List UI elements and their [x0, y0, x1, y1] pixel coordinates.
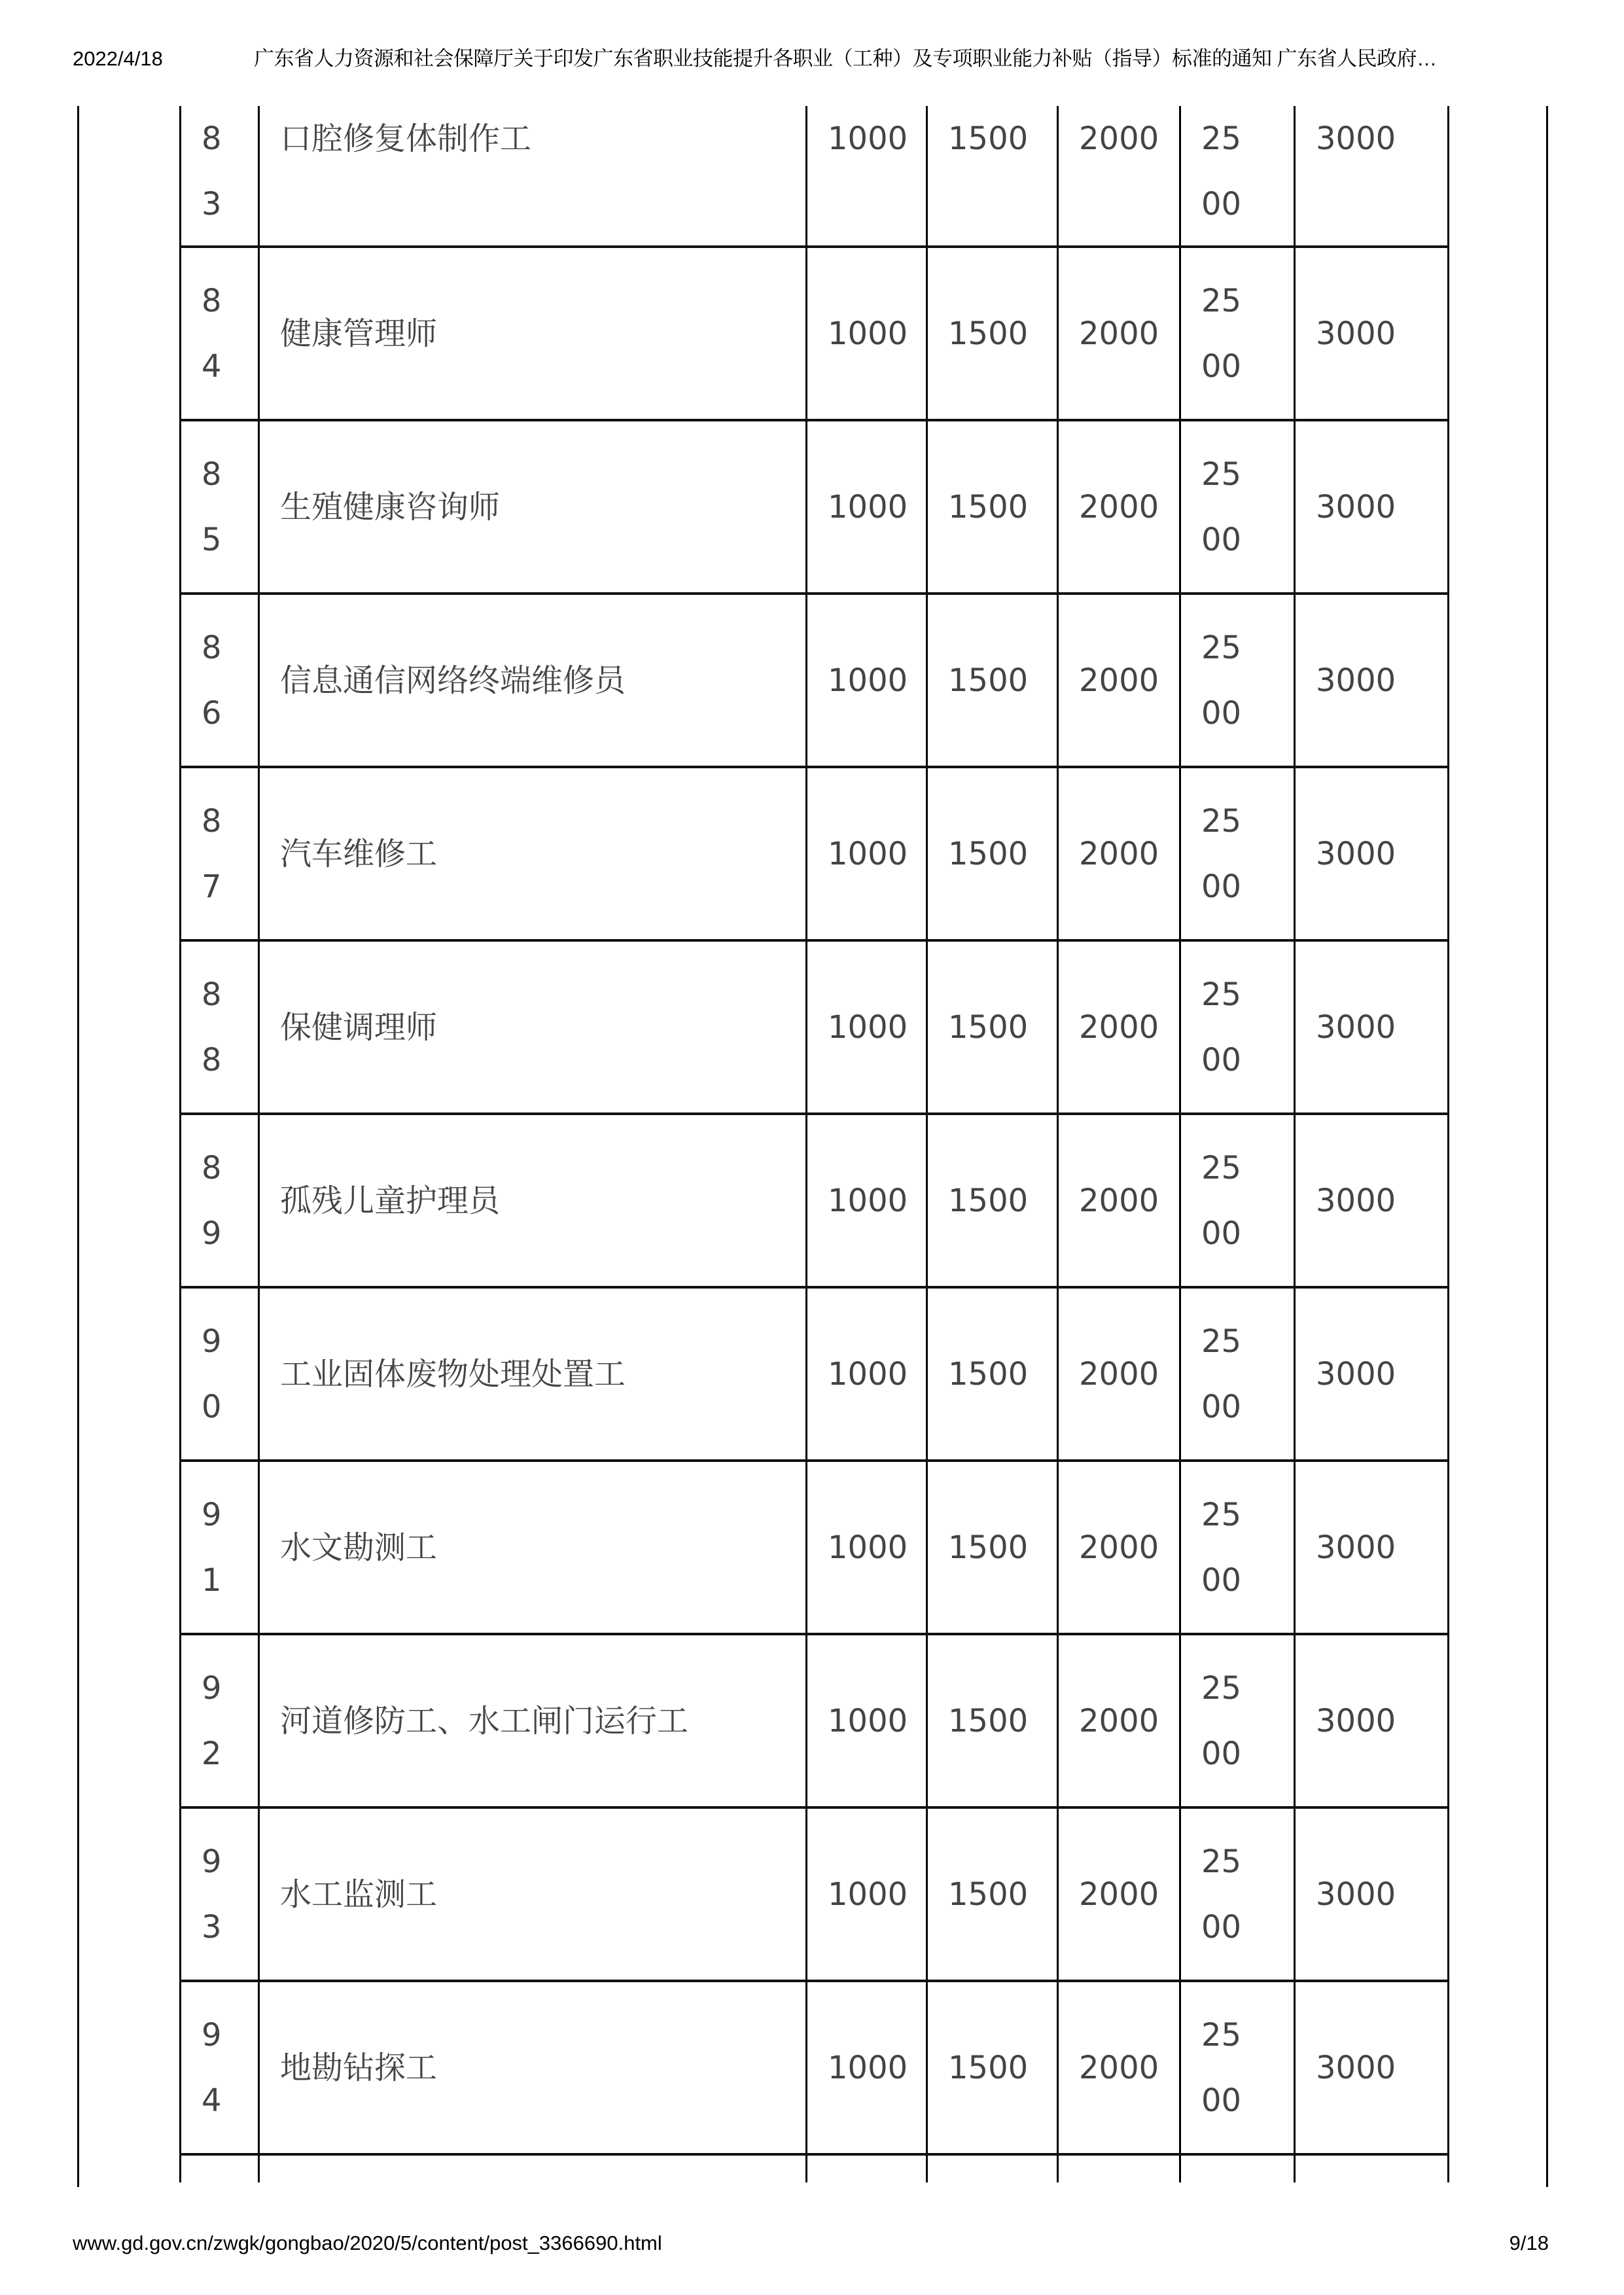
- subsidy-level-1: 3000: [1316, 315, 1396, 352]
- row-number: 91: [202, 1496, 222, 1599]
- row-number-cell: [179, 595, 258, 766]
- subsidy-cell: [805, 1289, 926, 1459]
- subsidy-level-4: 1500: [948, 1355, 1029, 1393]
- subsidy-cell: [926, 768, 1057, 939]
- occupation-name: 健康管理师: [280, 315, 438, 352]
- subsidy-level-1: 3000: [1316, 1182, 1396, 1219]
- subsidy-cell: [1057, 1982, 1179, 2153]
- subsidy-level-3: 2000: [1079, 835, 1159, 872]
- subsidy-cell: [1179, 248, 1294, 419]
- empty-cell: [1179, 2156, 1294, 2182]
- subsidy-level-2: 2500: [1201, 1843, 1242, 1946]
- subsidy-level-1: 3000: [1316, 1529, 1396, 1566]
- subsidy-cell: [805, 248, 926, 419]
- subsidy-level-4: 1500: [948, 315, 1029, 352]
- row-number: 83: [202, 120, 222, 222]
- subsidy-level-3: 2000: [1079, 662, 1159, 699]
- subsidy-cell: [805, 942, 926, 1112]
- occupation-name: 口腔修复体制作工: [280, 120, 532, 157]
- row-number-cell: [179, 942, 258, 1112]
- subsidy-level-3: 2000: [1079, 2049, 1159, 2086]
- subsidy-level-4: 1500: [948, 835, 1029, 872]
- subsidy-level-2: 2500: [1201, 1496, 1242, 1599]
- subsidy-cell: [926, 942, 1057, 1112]
- page-right-border: [1546, 106, 1548, 2187]
- row-number: 90: [202, 1323, 222, 1425]
- row-number-cell: [179, 248, 258, 419]
- subsidy-level-5: 1000: [828, 662, 908, 699]
- subsidy-cell: [805, 768, 926, 939]
- page-left-border: [77, 106, 79, 2187]
- subsidy-level-2: 2500: [1201, 802, 1242, 905]
- subsidy-level-2: 2500: [1201, 282, 1242, 385]
- row-number: 94: [202, 2016, 222, 2119]
- occupation-cell: [258, 1982, 805, 2153]
- subsidy-cell: [1294, 1809, 1449, 1980]
- subsidy-level-4: 1500: [948, 1876, 1029, 1913]
- subsidy-level-1: 3000: [1316, 1355, 1396, 1393]
- subsidy-level-2: 2500: [1201, 1149, 1242, 1252]
- subsidy-standards-table: [179, 106, 1449, 2182]
- row-number: 86: [202, 629, 222, 732]
- subsidy-cell: [1179, 1809, 1294, 1980]
- occupation-name: 孤残儿童护理员: [280, 1182, 501, 1219]
- subsidy-level-2: 2500: [1201, 2016, 1242, 2119]
- subsidy-level-4: 1500: [948, 1529, 1029, 1566]
- table-row: [179, 421, 1449, 595]
- subsidy-level-2: 2500: [1201, 976, 1242, 1078]
- occupation-name: 河道修防工、水工闸门运行工: [280, 1702, 689, 1739]
- occupation-cell: [258, 1809, 805, 1980]
- subsidy-level-3: 2000: [1079, 1182, 1159, 1219]
- subsidy-cell: [1057, 595, 1179, 766]
- subsidy-level-4: 1500: [948, 1702, 1029, 1739]
- subsidy-cell: [1179, 1115, 1294, 1286]
- subsidy-level-2: 2500: [1201, 120, 1242, 222]
- subsidy-level-4: 1500: [948, 1008, 1029, 1046]
- subsidy-cell: [1179, 421, 1294, 592]
- row-number: 88: [202, 976, 222, 1078]
- subsidy-level-3: 2000: [1079, 315, 1159, 352]
- table-row: [179, 1289, 1449, 1462]
- subsidy-cell: [1294, 106, 1449, 245]
- subsidy-level-1: 3000: [1316, 120, 1396, 157]
- row-number: 93: [202, 1843, 222, 1946]
- row-number-cell: [179, 1115, 258, 1286]
- row-number: 92: [202, 1669, 222, 1772]
- subsidy-cell: [1294, 1982, 1449, 2153]
- subsidy-cell: [1057, 1809, 1179, 1980]
- row-number: 85: [202, 455, 222, 558]
- subsidy-level-5: 1000: [828, 1008, 908, 1046]
- subsidy-cell: [1294, 595, 1449, 766]
- subsidy-level-3: 2000: [1079, 488, 1159, 525]
- occupation-name: 地勘钻探工: [280, 2049, 438, 2086]
- subsidy-cell: [926, 1462, 1057, 1633]
- subsidy-cell: [1179, 1635, 1294, 1806]
- occupation-cell: [258, 421, 805, 592]
- subsidy-cell: [805, 595, 926, 766]
- subsidy-level-5: 1000: [828, 315, 908, 352]
- subsidy-level-5: 1000: [828, 1876, 908, 1913]
- occupation-cell: [258, 768, 805, 939]
- subsidy-cell: [1179, 1462, 1294, 1633]
- subsidy-cell: [1179, 595, 1294, 766]
- subsidy-cell: [926, 1289, 1057, 1459]
- table-row: [179, 106, 1449, 248]
- subsidy-level-1: 3000: [1316, 2049, 1396, 2086]
- table-row-continued: [179, 2156, 1449, 2182]
- empty-cell: [805, 2156, 926, 2182]
- subsidy-level-5: 1000: [828, 1355, 908, 1393]
- page-title: 广东省人力资源和社会保障厅关于印发广东省职业技能提升各职业（工种）及专项职业能力补贴（指导）标准的通知 广东省人民政府…: [254, 47, 1437, 70]
- subsidy-level-4: 1500: [948, 488, 1029, 525]
- subsidy-cell: [1057, 1462, 1179, 1633]
- subsidy-cell: [1294, 1289, 1449, 1459]
- subsidy-cell: [1057, 1289, 1179, 1459]
- row-number-cell: [179, 1462, 258, 1633]
- subsidy-cell: [1294, 942, 1449, 1112]
- occupation-cell: [258, 1462, 805, 1633]
- subsidy-level-2: 2500: [1201, 455, 1242, 558]
- occupation-name: 生殖健康咨询师: [280, 488, 501, 525]
- subsidy-cell: [1294, 768, 1449, 939]
- row-number-cell: [179, 1635, 258, 1806]
- subsidy-cell: [1294, 1462, 1449, 1633]
- row-number: 84: [202, 282, 222, 385]
- table-row: [179, 1635, 1449, 1809]
- table-row: [179, 1115, 1449, 1289]
- subsidy-cell: [926, 1115, 1057, 1286]
- empty-cell: [1294, 2156, 1449, 2182]
- subsidy-cell: [926, 1635, 1057, 1806]
- subsidy-level-3: 2000: [1079, 1702, 1159, 1739]
- row-number-cell: [179, 421, 258, 592]
- subsidy-level-5: 1000: [828, 1529, 908, 1566]
- occupation-cell: [258, 248, 805, 419]
- occupation-cell: [258, 1635, 805, 1806]
- subsidy-level-5: 1000: [828, 1702, 908, 1739]
- subsidy-cell: [1179, 768, 1294, 939]
- occupation-cell: [258, 1115, 805, 1286]
- subsidy-cell: [1179, 1289, 1294, 1459]
- subsidy-cell: [1057, 942, 1179, 1112]
- subsidy-level-5: 1000: [828, 835, 908, 872]
- occupation-name: 水文勘测工: [280, 1529, 438, 1566]
- empty-cell: [926, 2156, 1057, 2182]
- occupation-cell: [258, 595, 805, 766]
- subsidy-level-1: 3000: [1316, 662, 1396, 699]
- subsidy-level-2: 2500: [1201, 629, 1242, 732]
- subsidy-level-5: 1000: [828, 488, 908, 525]
- subsidy-level-1: 3000: [1316, 488, 1396, 525]
- row-number-cell: [179, 106, 258, 245]
- occupation-name: 保健调理师: [280, 1008, 438, 1046]
- row-number-cell: [179, 1982, 258, 2153]
- row-number: 89: [202, 1149, 222, 1252]
- table-row: [179, 595, 1449, 768]
- page-number: 9/18: [1509, 2232, 1549, 2254]
- row-number-cell: [179, 1289, 258, 1459]
- subsidy-level-4: 1500: [948, 2049, 1029, 2086]
- occupation-cell: [258, 942, 805, 1112]
- subsidy-level-4: 1500: [948, 1182, 1029, 1219]
- occupation-cell: [258, 106, 805, 245]
- subsidy-level-2: 2500: [1201, 1323, 1242, 1425]
- subsidy-cell: [1294, 248, 1449, 419]
- row-number: 87: [202, 802, 222, 905]
- subsidy-level-3: 2000: [1079, 120, 1159, 157]
- empty-cell: [179, 2156, 258, 2182]
- subsidy-cell: [1057, 1115, 1179, 1286]
- subsidy-cell: [926, 595, 1057, 766]
- subsidy-cell: [805, 106, 926, 245]
- subsidy-level-3: 2000: [1079, 1355, 1159, 1393]
- subsidy-level-4: 1500: [948, 120, 1029, 157]
- table-row: [179, 1809, 1449, 1982]
- subsidy-cell: [1179, 942, 1294, 1112]
- occupation-name: 信息通信网络终端维修员: [280, 662, 626, 699]
- subsidy-cell: [926, 421, 1057, 592]
- empty-cell: [1057, 2156, 1179, 2182]
- subsidy-level-1: 3000: [1316, 835, 1396, 872]
- occupation-name: 水工监测工: [280, 1876, 438, 1913]
- subsidy-cell: [805, 1115, 926, 1286]
- subsidy-level-5: 1000: [828, 1182, 908, 1219]
- table-row: [179, 1982, 1449, 2156]
- occupation-name: 汽车维修工: [280, 835, 438, 872]
- table-row: [179, 942, 1449, 1115]
- subsidy-cell: [1057, 1635, 1179, 1806]
- subsidy-cell: [805, 1809, 926, 1980]
- subsidy-level-4: 1500: [948, 662, 1029, 699]
- subsidy-cell: [805, 1982, 926, 2153]
- print-date: 2022/4/18: [73, 47, 163, 70]
- subsidy-cell: [1179, 106, 1294, 245]
- row-number-cell: [179, 1809, 258, 1980]
- subsidy-cell: [926, 248, 1057, 419]
- subsidy-level-3: 2000: [1079, 1008, 1159, 1046]
- subsidy-cell: [805, 1635, 926, 1806]
- subsidy-cell: [1294, 1115, 1449, 1286]
- subsidy-level-1: 3000: [1316, 1008, 1396, 1046]
- subsidy-level-3: 2000: [1079, 1529, 1159, 1566]
- subsidy-cell: [926, 1809, 1057, 1980]
- subsidy-cell: [1294, 421, 1449, 592]
- subsidy-level-5: 1000: [828, 2049, 908, 2086]
- subsidy-level-3: 2000: [1079, 1876, 1159, 1913]
- occupation-name: 工业固体废物处理处置工: [280, 1355, 626, 1393]
- subsidy-cell: [926, 1982, 1057, 2153]
- subsidy-cell: [1057, 768, 1179, 939]
- table-row: [179, 1462, 1449, 1635]
- page-url: www.gd.gov.cn/zwgk/gongbao/2020/5/content/post_3366690.html: [73, 2232, 662, 2254]
- subsidy-cell: [1057, 421, 1179, 592]
- table-row: [179, 768, 1449, 942]
- subsidy-cell: [1294, 1635, 1449, 1806]
- row-number-cell: [179, 768, 258, 939]
- subsidy-cell: [805, 421, 926, 592]
- occupation-cell: [258, 1289, 805, 1459]
- subsidy-level-1: 3000: [1316, 1702, 1396, 1739]
- empty-cell: [258, 2156, 805, 2182]
- subsidy-cell: [926, 106, 1057, 245]
- subsidy-level-1: 3000: [1316, 1876, 1396, 1913]
- subsidy-cell: [1179, 1982, 1294, 2153]
- subsidy-level-5: 1000: [828, 120, 908, 157]
- subsidy-cell: [1057, 248, 1179, 419]
- subsidy-cell: [805, 1462, 926, 1633]
- subsidy-cell: [1057, 106, 1179, 245]
- table-row: [179, 248, 1449, 421]
- subsidy-level-2: 2500: [1201, 1669, 1242, 1772]
